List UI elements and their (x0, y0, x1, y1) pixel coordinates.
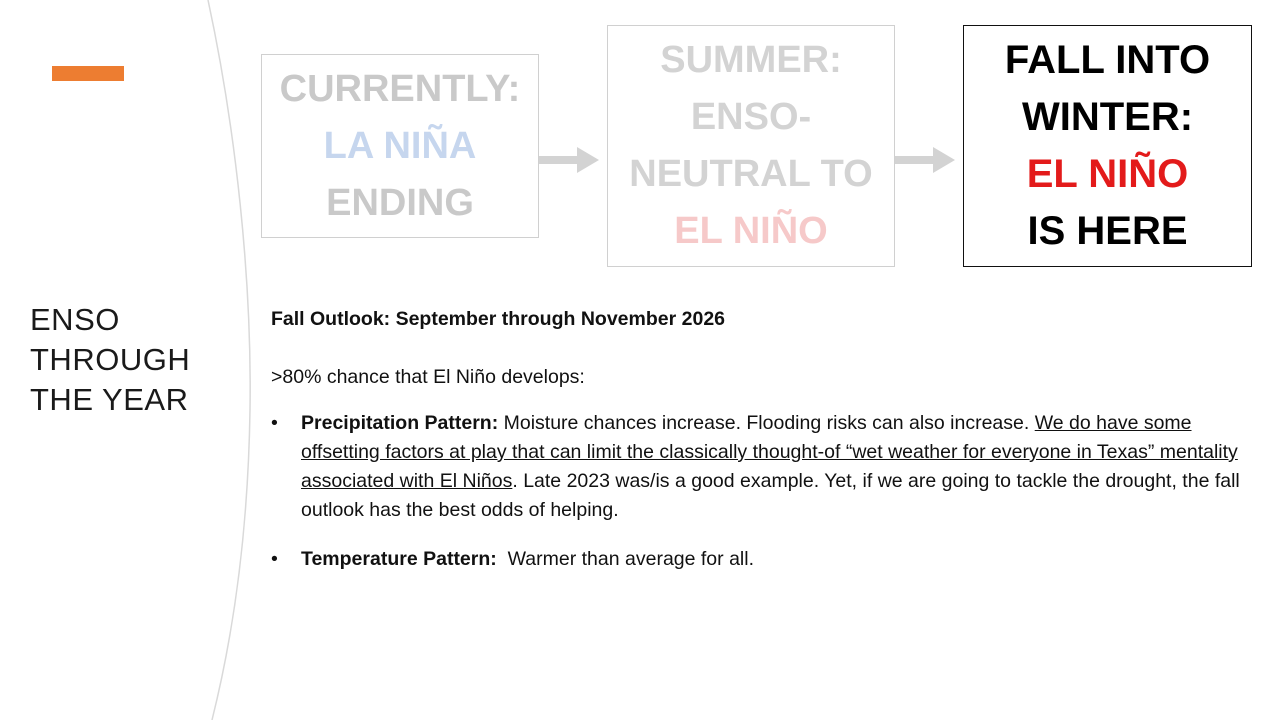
bullet-label: Temperature Pattern: (301, 548, 497, 570)
arrow-icon (539, 145, 601, 175)
stage-box-summer (607, 25, 895, 267)
chance-text: >80% chance that El Niño develops: (271, 366, 585, 388)
stage-box-current (261, 54, 539, 238)
bullet-icon: • (271, 412, 278, 434)
stage-line: WINTER: (1021, 95, 1194, 139)
list-item-precipitation (271, 409, 1261, 525)
stage-line: ENDING (326, 181, 474, 224)
bullet-icon: • (271, 548, 278, 570)
list-item-temperature (271, 545, 1261, 574)
bullet-label: Precipitation Pattern: (301, 412, 499, 434)
bullet-text: Warmer than average for all. (496, 548, 754, 570)
arrow-icon (895, 145, 957, 175)
stage-box-fall-winter (963, 25, 1252, 267)
section-title (30, 300, 230, 420)
section-title-line: ENSO (30, 302, 120, 337)
outlook-heading: Fall Outlook: September through November 2026 (271, 308, 726, 330)
stage-line: SUMMER: (660, 39, 842, 81)
stage-line: FALL INTO (1004, 38, 1211, 82)
bullet-text: Moisture chances increase. Flooding risks can also increase. (498, 412, 1035, 434)
stage-line-el-nino: EL NIÑO (674, 210, 828, 252)
stage-line-el-nino: EL NIÑO (1026, 152, 1189, 196)
bullet-trailing-text: . Late 2023 was/is a good example. Yet, if we are going to tackle the drought, the fall outlook has the best odds of helping. (301, 470, 1240, 521)
outlook-content (271, 305, 1261, 594)
stage-line: CURRENTLY: (279, 67, 521, 110)
stage-line: ENSO- (690, 96, 812, 138)
section-title-line: THE YEAR (30, 382, 189, 417)
bullet-list (271, 409, 1261, 574)
stage-line-la-nina: LA NIÑA (323, 124, 477, 167)
bullet-underlined-text: We do have some offsetting factors at play that can limit the classically thought-of “wet weather for everyone in Texas” mentality associated with El Niños (301, 412, 1238, 492)
stage-line: NEUTRAL TO (629, 153, 873, 195)
accent-bar (52, 66, 124, 81)
section-title-line: THROUGH (30, 342, 191, 377)
stage-line: IS HERE (1027, 209, 1188, 253)
